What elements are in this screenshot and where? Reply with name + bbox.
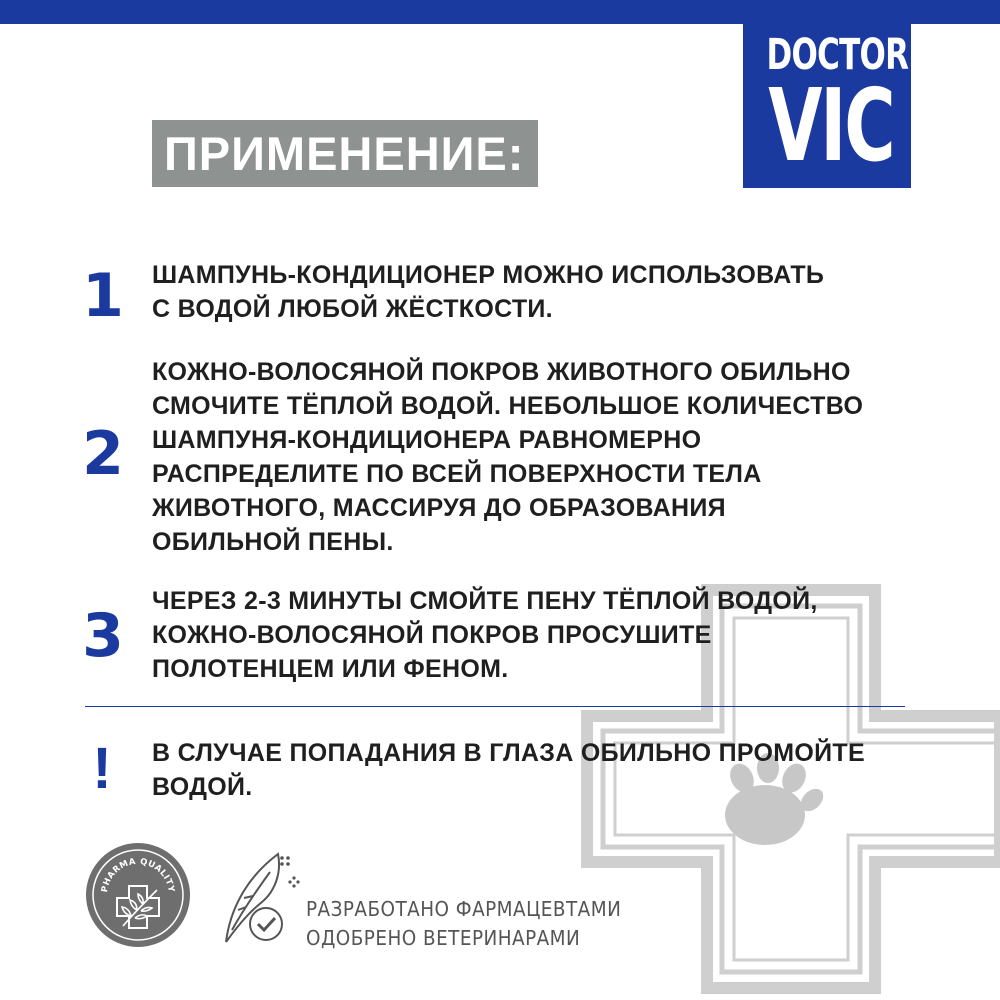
- logo-line-doctor: DOCTOR: [766, 30, 909, 80]
- footer-line: РАЗРАБОТАНО ФАРМАЦЕВТАМИ: [306, 897, 622, 921]
- step-3-line: ПОЛОТЕНЦЕМ ИЛИ ФЕНОМ.: [152, 655, 509, 683]
- step-2-line: ОБИЛЬНОЙ ПЕНЫ.: [152, 528, 394, 556]
- step-number-3: 3: [82, 601, 124, 671]
- step-text-3: [152, 584, 912, 686]
- warning-mark: !: [92, 736, 112, 801]
- step-2-line: РАСПРЕДЕЛИТЕ ПО ВСЕЙ ПОВЕРХНОСТИ ТЕЛА: [152, 460, 762, 488]
- badge-text: PHARMA QUALITY: [100, 856, 176, 894]
- step-2-line: СМОЧИТЕ ТЁПЛОЙ ВОДОЙ. НЕБОЛЬШОЕ КОЛИЧЕСТВО: [152, 392, 864, 420]
- footer-line: ОДОБРЕНО ВЕТЕРИНАРАМИ: [306, 926, 581, 950]
- warning-line: ВОДОЙ.: [152, 773, 253, 801]
- page-title: ПРИМЕНЕНИЕ:: [152, 120, 538, 187]
- footer-text: [306, 895, 649, 953]
- step-3-line: КОЖНО-ВОЛОСЯНОЙ ПОКРОВ ПРОСУШИТЕ: [152, 621, 712, 649]
- step-1-line: С ВОДОЙ ЛЮБОЙ ЖЁСТКОСТИ.: [152, 295, 553, 323]
- step-2-line: ШАМПУНЯ-КОНДИЦИОНЕРА РАВНОМЕРНО: [152, 426, 702, 454]
- step-1-line: ШАМПУНЬ-КОНДИЦИОНЕР МОЖНО ИСПОЛЬЗОВАТЬ: [152, 261, 825, 289]
- step-number-1: 1: [82, 261, 124, 331]
- step-2-line: ЖИВОТНОГО, МАССИРУЯ ДО ОБРАЗОВАНИЯ: [152, 494, 726, 522]
- step-2-line: КОЖНО-ВОЛОСЯНОЙ ПОКРОВ ЖИВОТНОГО ОБИЛЬНО: [152, 358, 851, 386]
- warning-line: В СЛУЧАЕ ПОПАДАНИЯ В ГЛАЗА ОБИЛЬНО ПРОМОЙТЕ: [152, 739, 865, 767]
- step-3-line: ЧЕРЕЗ 2-3 МИНУТЫ СМОЙТЕ ПЕНУ ТЁПЛОЙ ВОДОЙ,: [152, 587, 818, 615]
- step-text-1: [152, 258, 912, 326]
- step-number-2: 2: [82, 419, 124, 489]
- warning-text: [152, 736, 912, 804]
- feather-check-icon: [218, 850, 304, 946]
- pharma-quality-badge-icon: [85, 838, 191, 952]
- step-text-2: [152, 355, 912, 559]
- logo-line-vic: VIC: [768, 67, 894, 184]
- section-divider: [85, 706, 905, 707]
- brand-logo: [743, 0, 911, 188]
